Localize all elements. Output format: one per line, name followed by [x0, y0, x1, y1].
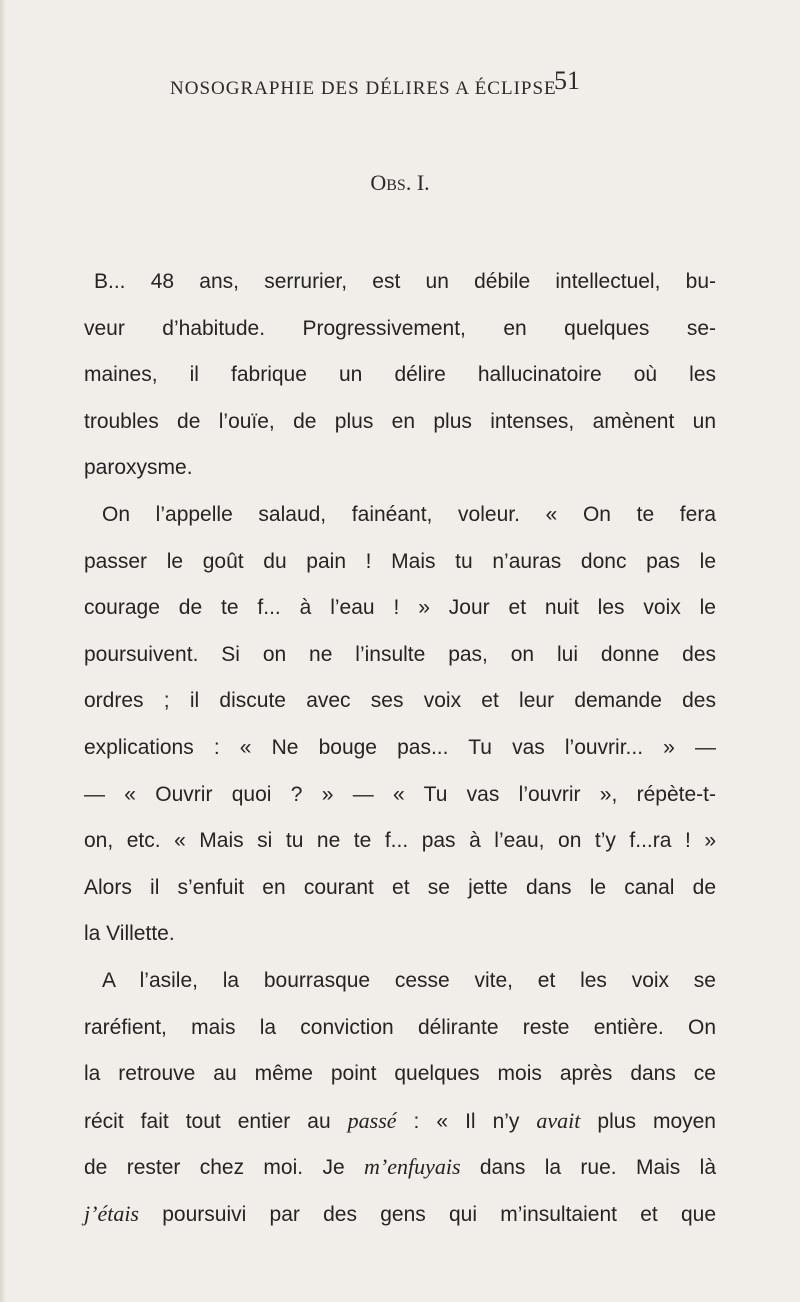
- text-line: poursuivent. Si on ne l’insulte pas, on lui donne des: [84, 642, 716, 666]
- text-line: explications : « Ne bouge pas... Tu vas l’ouvrir... » —: [84, 735, 716, 759]
- observation-heading-suffix: . I.: [405, 170, 430, 195]
- text-line: la Villette.: [84, 922, 175, 946]
- text-line: maines, il fabrique un délire hallucinatoire où les: [84, 363, 716, 387]
- text-line: paroxysme.: [84, 456, 193, 480]
- text-line: [84, 1202, 716, 1249]
- text-line: B... 48 ans, serrurier, est un débile intellectuel, bu-: [94, 270, 716, 293]
- text-run: plus moyen: [580, 1109, 716, 1133]
- text-run: poursuivi par des gens qui m’insultaient et que: [139, 1202, 716, 1226]
- text-run: de rester chez moi. Je: [84, 1156, 364, 1180]
- text-run: récit fait tout entier au: [84, 1109, 348, 1133]
- text-line: on, etc. « Mais si tu ne te f... pas à l’eau, on t’y f...ra ! »: [84, 829, 716, 853]
- running-head: NOSOGRAPHIE DES DÉLIRES A ÉCLIPSE: [170, 78, 557, 99]
- text-line: ordres ; il discute avec ses voix et leur demande des: [84, 689, 716, 713]
- text-line: troubles de l’ouïe, de plus en plus intenses, amènent un: [84, 409, 716, 433]
- text-run: dans la rue. Mais là: [460, 1156, 716, 1180]
- text-line: raréfient, mais la conviction délirante reste entière. On: [84, 1015, 716, 1039]
- italic-run: j’étais: [84, 1200, 139, 1226]
- text-line: A l’asile, la bourrasque cesse vite, et les voix se: [102, 968, 716, 992]
- text-line: [84, 1155, 716, 1202]
- text-line: [84, 1109, 716, 1156]
- observation-heading-smallcaps: BS: [386, 177, 406, 194]
- text-line: On l’appelle salaud, fainéant, voleur. « On te fera: [102, 502, 716, 526]
- text-run: : « Il n’y: [396, 1109, 537, 1133]
- italic-run: passé: [347, 1107, 397, 1133]
- italic-run: avait: [536, 1107, 581, 1133]
- text-line: courage de te f... à l’eau ! » Jour et nuit les voix le: [84, 596, 716, 620]
- page-number: 51: [554, 66, 580, 95]
- observation-heading-prefix: O: [370, 170, 387, 195]
- observation-heading: [0, 170, 800, 196]
- body-text: [84, 270, 716, 1248]
- text-line: veur d’habitude. Progressivement, en quelques se-: [84, 316, 716, 340]
- text-line: passer le goût du pain ! Mais tu n’auras donc pas le: [84, 549, 716, 573]
- text-line: — « Ouvrir quoi ? » — « Tu vas l’ouvrir », répète-t-: [84, 782, 716, 806]
- italic-run: m’enfuyais: [363, 1154, 461, 1180]
- text-line: la retrouve au même point quelques mois après dans ce: [84, 1062, 716, 1086]
- text-line: Alors il s’enfuit en courant et se jette dans le canal de: [84, 875, 716, 899]
